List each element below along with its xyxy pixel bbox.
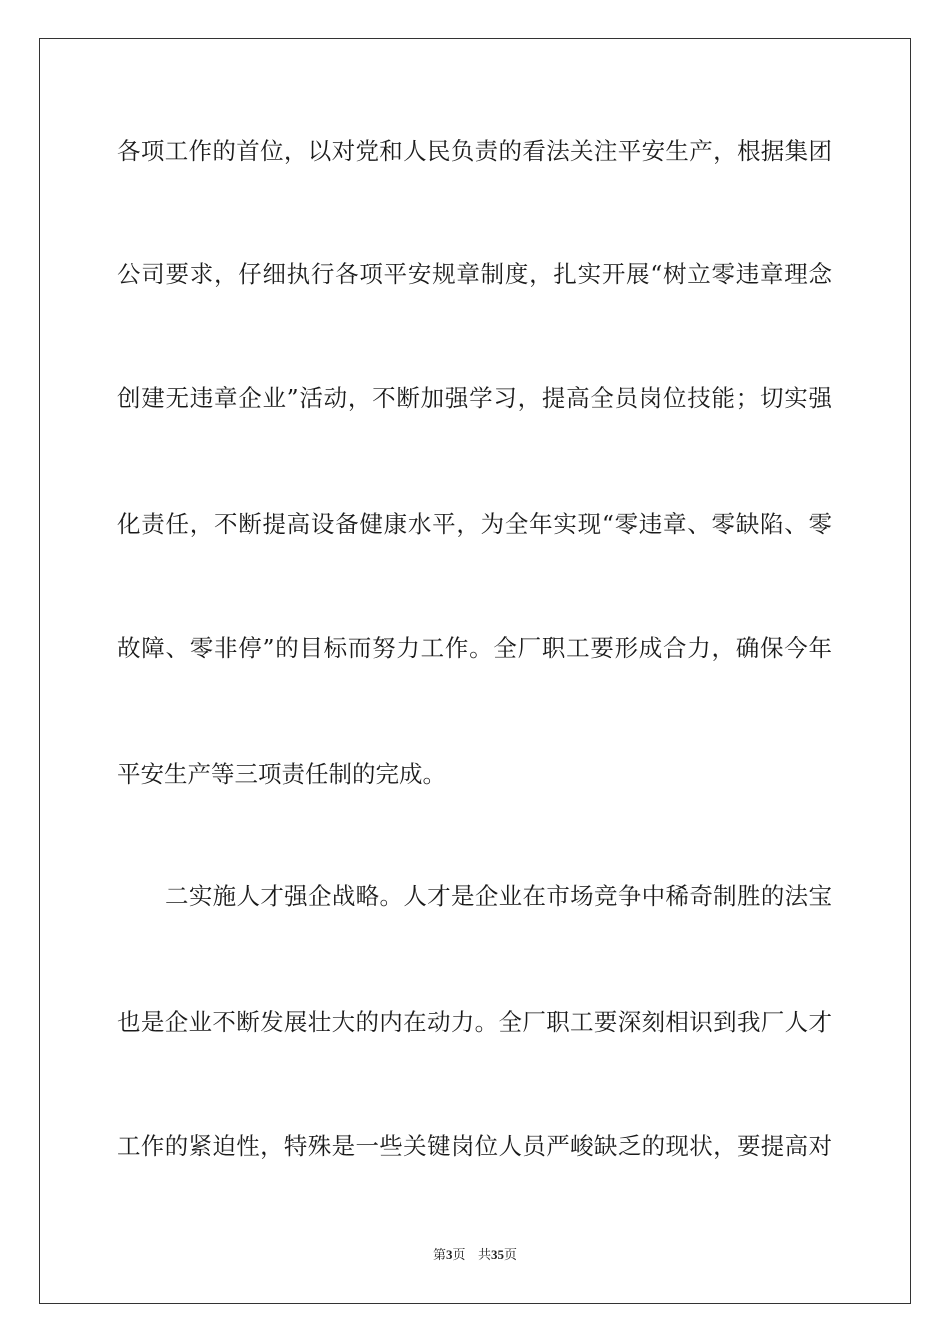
paragraph-line: 故障、零非停”的目标而努力工作。全厂职工要形成合力，确保今年 (117, 634, 832, 662)
page-prefix: 第 (433, 1248, 447, 1263)
paragraph-line: 公司要求，仔细执行各项平安规章制度，扎实开展“树立零违章理念 (117, 260, 832, 288)
page-suffix: 页 (452, 1248, 466, 1263)
paragraph-line: 创建无违章企业”活动，不断加强学习，提高全员岗位技能；切实强 (117, 384, 832, 412)
paragraph-line: 也是企业不断发展壮大的内在动力。全厂职工要深刻相识到我厂人才 (117, 1008, 832, 1036)
page-border (39, 38, 911, 1304)
paragraph-line-indented: 二实施人才强企战略。人才是企业在市场竞争中稀奇制胜的法宝 (165, 882, 832, 910)
total-prefix: 共 (477, 1248, 491, 1263)
paragraph-line: 工作的紧迫性，特殊是一些关键岗位人员严峻缺乏的现状，要提高对 (117, 1132, 832, 1160)
paragraph-line: 各项工作的首位，以对党和人民负责的看法关注平安生产，根据集团 (117, 137, 832, 165)
page-footer (0, 1246, 950, 1265)
total-pages: 35 (490, 1247, 504, 1262)
paragraph-line: 平安生产等三项责任制的完成。 (117, 760, 446, 788)
total-suffix: 页 (503, 1248, 517, 1263)
page-number: 3 (446, 1247, 453, 1262)
paragraph-line: 化责任，不断提高设备健康水平，为全年实现“零违章、零缺陷、零 (117, 510, 832, 538)
